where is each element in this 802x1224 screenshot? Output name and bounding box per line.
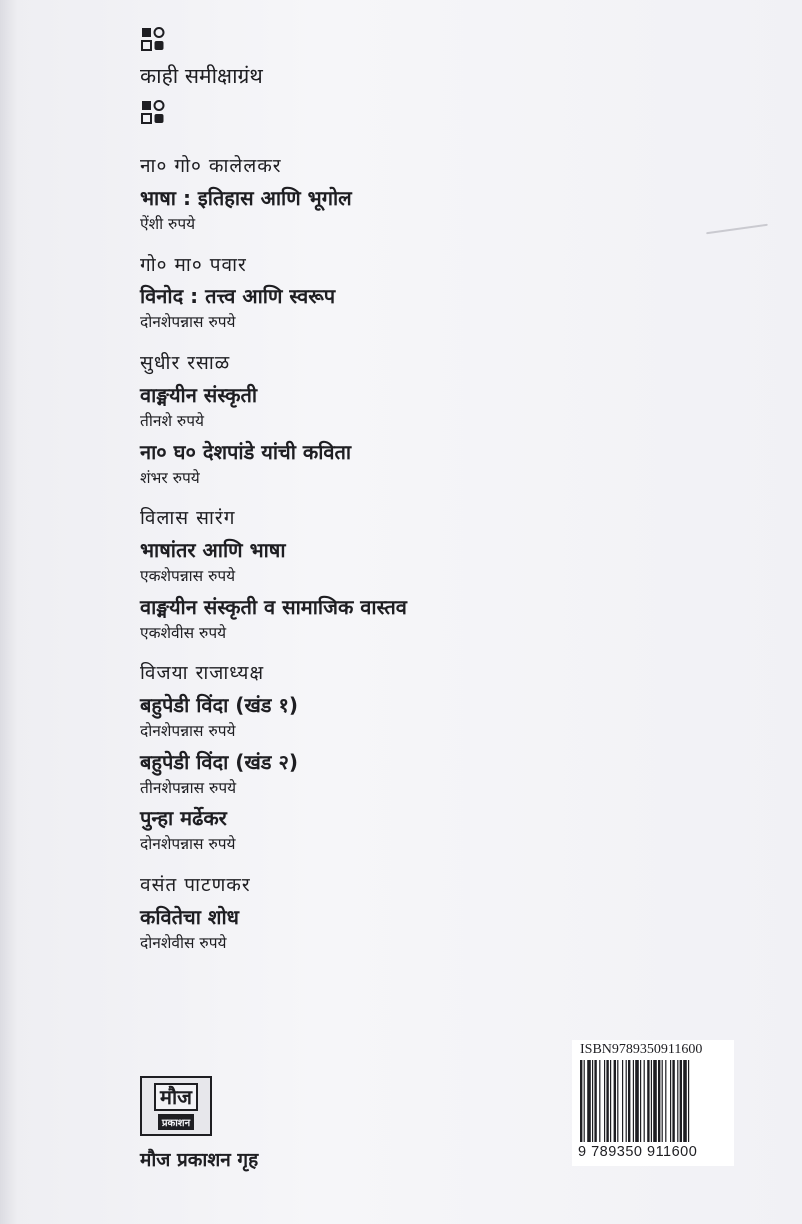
barcode-bar: [587, 1060, 591, 1142]
book-list: [140, 26, 580, 961]
barcode-bar: [665, 1060, 666, 1142]
publisher-logo: [140, 1076, 212, 1136]
barcode-bar: [683, 1060, 687, 1142]
barcode-bar: [672, 1060, 674, 1142]
barcode-bar: [594, 1060, 596, 1142]
book-price: तीनशे रुपये: [140, 411, 204, 430]
book-price: शंभर रुपये: [140, 468, 200, 487]
book-entry: [140, 439, 580, 490]
book-title: वाङ्मयीन संस्कृती: [140, 382, 258, 407]
author-name: ना० गो० कालेलकर: [140, 155, 282, 178]
book-price: दोनशेपन्नास रुपये: [140, 835, 236, 854]
logo-text: मौज: [154, 1083, 198, 1111]
book-price: एकशेपन्नास रुपये: [140, 566, 236, 585]
isbn-barcode: [572, 1040, 734, 1166]
barcode-bars: [580, 1060, 728, 1142]
book-title: भाषा : इतिहास आणि भूगोल: [140, 185, 352, 210]
author-section: [140, 254, 580, 334]
barcode-bar: [622, 1060, 623, 1142]
barcode-bar: [604, 1060, 605, 1142]
author-section: [140, 352, 580, 489]
author-name: गो० मा० पवार: [140, 253, 247, 276]
book-price: ऐंशी रुपये: [140, 214, 196, 233]
book-entry: [140, 904, 580, 955]
book-price: दोनशेपन्नास रुपये: [140, 313, 236, 332]
barcode-bar: [628, 1060, 630, 1142]
book-title: पुन्हा मर्ढेकर: [140, 806, 227, 831]
book-entry: [140, 805, 580, 856]
barcode-bar: [651, 1060, 652, 1142]
book-title: कवितेचा शोध: [140, 904, 239, 929]
author-name: विजया राजाध्यक्ष: [140, 662, 265, 685]
barcode-bar: [647, 1060, 649, 1142]
barcode-bar: [670, 1060, 671, 1142]
book-entry: [140, 749, 580, 800]
barcode-bar: [626, 1060, 627, 1142]
author-section: [140, 874, 580, 954]
book-entry: [140, 594, 580, 645]
author-section: [140, 507, 580, 644]
barcode-bar: [580, 1060, 582, 1142]
barcode-bar: [606, 1060, 608, 1142]
book-price: एकशेवीस रुपये: [140, 623, 227, 642]
barcode-bar: [592, 1060, 593, 1142]
spine-shadow: [0, 0, 18, 1224]
barcode-bar: [610, 1060, 611, 1142]
barcode-bar: [633, 1060, 634, 1142]
barcode-bar: [644, 1060, 645, 1142]
book-price: तीनशेपन्नास रुपये: [140, 778, 237, 797]
publisher-block: [140, 1076, 258, 1172]
barcode-bar: [680, 1060, 682, 1142]
barcode-bar: [662, 1060, 663, 1142]
isbn-text: ISBN9789350911600: [580, 1042, 703, 1057]
book-entry: [140, 537, 580, 588]
barcode-bar: [614, 1060, 616, 1142]
barcode-bar: [635, 1060, 639, 1142]
author-name: सुधीर रसाळ: [140, 352, 231, 375]
author-section: [140, 155, 580, 235]
author-name: विलास सारंग: [140, 507, 236, 530]
logo-subtext: प्रकाशन: [158, 1114, 194, 1130]
book-entry: [140, 185, 580, 236]
book-ornament-icon: [140, 26, 166, 52]
book-entry: [140, 692, 580, 743]
author-section: [140, 662, 580, 856]
book-title: बहुपेडी विंदा (खंड २): [140, 749, 299, 774]
surface-scratch: [706, 224, 768, 235]
barcode-bar: [688, 1060, 689, 1142]
book-title: ना० घ० देशपांडे यांची कविता: [140, 439, 352, 464]
barcode-bar: [653, 1060, 657, 1142]
author-name: वसंत पाटणकर: [140, 874, 251, 897]
series-title: काही समीक्षाग्रंथ: [140, 64, 263, 88]
book-title: भाषांतर आणि भाषा: [140, 537, 286, 562]
barcode-bar: [599, 1060, 600, 1142]
barcode-bar: [584, 1060, 585, 1142]
book-title: वाङ्मयीन संस्कृती व सामाजिक वास्तव: [140, 594, 407, 619]
barcode-digits: 9 789350 911600: [578, 1144, 698, 1160]
book-price: दोनशेपन्नास रुपये: [140, 722, 236, 741]
barcode-bar: [658, 1060, 660, 1142]
book-entry: [140, 382, 580, 433]
barcode-bar: [640, 1060, 641, 1142]
book-title: विनोद : तत्त्व आणि स्वरूप: [140, 284, 336, 309]
publisher-name: मौज प्रकाशन गृह: [140, 1149, 259, 1171]
book-price: दोनशेवीस रुपये: [140, 933, 227, 952]
barcode-bar: [677, 1060, 678, 1142]
book-title: बहुपेडी विंदा (खंड १): [140, 693, 299, 718]
barcode-bar: [617, 1060, 618, 1142]
book-ornament-icon: [140, 99, 166, 125]
book-entry: [140, 283, 580, 334]
